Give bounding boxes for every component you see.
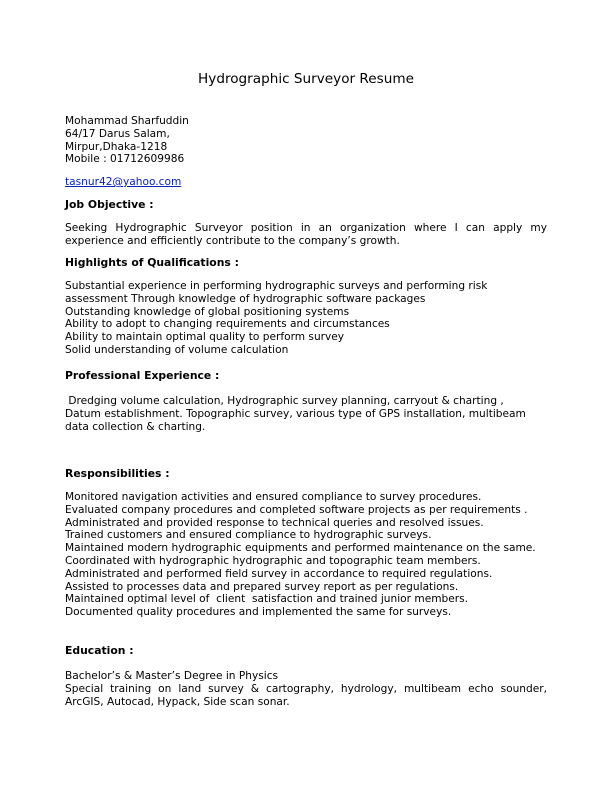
experience-heading: Professional Experience : (65, 369, 220, 382)
experience-line: data collection & charting. (65, 420, 206, 433)
responsibility-item: Monitored navigation activities and ensured compliance to survey procedures. (65, 491, 482, 503)
email-block (65, 176, 547, 189)
education-heading: Education : (65, 644, 134, 657)
education-degree: Bachelor’s & Master’s Degree in Physics (65, 670, 279, 682)
education-training: Special training on land survey & cartography, hydrology, multibeam echo sounder, ArcGIS, Autocad, Hypack, Side scan sonar. (65, 682, 547, 708)
objective-text: Seeking Hydrographic Surveyor position in an organization where I can apply my experience and efficiently contribute to the company’s growth. (65, 222, 547, 247)
education-text (65, 670, 547, 708)
responsibility-item: Documented quality procedures and implemented the same for surveys. (65, 606, 452, 619)
highlight-line: Solid understanding of volume calculation (65, 343, 289, 356)
responsibility-item: Maintained optimal level of client satisfaction and trained junior members. (65, 593, 469, 606)
highlights-list (65, 280, 547, 357)
responsibility-item: Trained customers and ensured compliance to hydrographic surveys. (65, 529, 432, 542)
document-title: Hydrographic Surveyor Resume (198, 71, 414, 87)
highlight-line: Outstanding knowledge of global positioning systems (65, 305, 350, 318)
objective-heading: Job Objective : (65, 198, 154, 211)
email-link[interactable]: tasnur42@yahoo.com (65, 176, 182, 188)
highlight-line: Ability to maintain optimal quality to perform survey (65, 331, 345, 344)
responsibilities-list (65, 491, 547, 619)
highlight-line: assessment Through knowledge of hydrographic software packages (65, 292, 426, 305)
contact-mobile: Mobile : 01712609986 (65, 153, 185, 166)
highlight-line: Ability to adopt to changing requirements and circumstances (65, 318, 390, 331)
experience-line: Datum establishment. Topographic survey, various type of GPS installation, multibeam (65, 407, 526, 420)
responsibility-item: Assisted to processes data and prepared survey report as per regulations. (65, 580, 459, 593)
responsibility-item: Evaluated company procedures and completed software projects as per requirements . (65, 503, 528, 516)
responsibility-item: Maintained modern hydrographic equipments and performed maintenance on the same. (65, 542, 536, 555)
responsibility-item: Administrated and provided response to technical queries and resolved issues. (65, 516, 484, 529)
responsibility-item: Coordinated with hydrographic hydrographic and topographic team members. (65, 554, 481, 567)
responsibilities-heading: Responsibilities : (65, 467, 170, 480)
contact-address-line-2: Mirpur,Dhaka-1218 (65, 140, 168, 153)
responsibility-item: Administrated and performed field survey in accordance to required regulations. (65, 567, 493, 580)
experience-line: Dredging volume calculation, Hydrographic survey planning, carryout & charting , (65, 395, 504, 407)
contact-name: Mohammad Sharfuddin (65, 115, 189, 127)
highlights-heading: Highlights of Qualifications : (65, 256, 239, 269)
experience-text (65, 395, 547, 433)
highlight-line: Substantial experience in performing hydrographic surveys and performing risk (65, 280, 488, 292)
contact-block (65, 115, 547, 166)
contact-address-line-1: 64/17 Darus Salam, (65, 127, 170, 140)
